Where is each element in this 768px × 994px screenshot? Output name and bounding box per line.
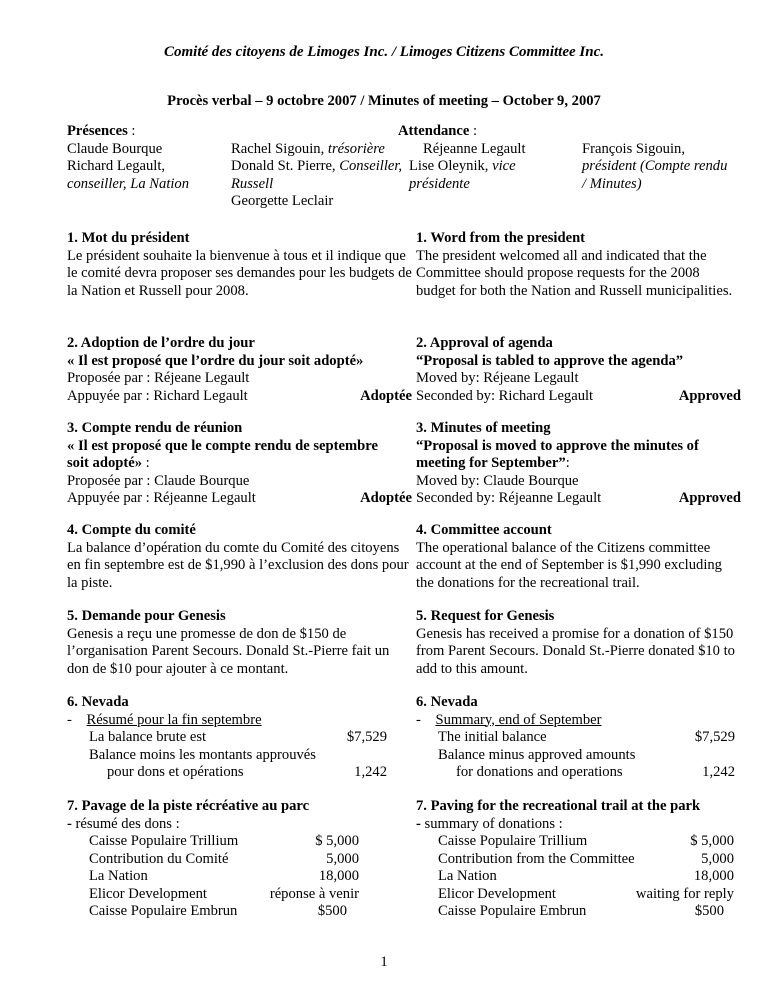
- motion-result: Adoptée: [360, 387, 412, 404]
- moved-by: Moved by: Claude Bourque: [416, 472, 579, 489]
- subsection-title: Résumé pour la fin septembre: [86, 711, 262, 728]
- donor-amount: 18,000: [318, 868, 359, 884]
- donor-name: Contribution from the Committee: [438, 850, 635, 867]
- attendance-heading: Attendance :: [398, 123, 478, 139]
- section-title: 3. Compte rendu de réunion: [67, 420, 243, 436]
- section-5-fr: [67, 608, 412, 678]
- section-title: 3. Minutes of meeting: [416, 420, 551, 436]
- section-title: 1. Word from the president: [416, 230, 586, 246]
- seconded-by: Seconded by: Réjeanne Legault: [416, 490, 602, 506]
- donor-name: Elicor Development: [89, 885, 207, 902]
- donor-amount: $ 5,000: [315, 833, 359, 849]
- section-7-fr: [67, 798, 412, 921]
- attendee-role: vice: [492, 158, 516, 174]
- motion-text: « Il est proposé que le compte rendu de septembre: [67, 437, 378, 454]
- attendee: François Sigouin,: [582, 140, 685, 157]
- attendance-col4: [582, 141, 727, 194]
- attendee-role: trésorière: [327, 140, 385, 157]
- presences-block: Présences : Claude Bourque Richard Legault, conseiller, La Nation: [67, 123, 190, 192]
- motion-result: Adoptée: [360, 490, 412, 506]
- section-3-fr: [67, 420, 412, 508]
- donor-amount: waiting for reply: [635, 885, 734, 902]
- attendance-col3: [409, 141, 526, 194]
- seconded-by: Appuyée par : Richard Legault: [67, 387, 248, 404]
- attendee: Rachel Sigouin,: [231, 140, 328, 157]
- attendee-role: / Minutes): [582, 175, 642, 192]
- balance-label: La balance brute est: [89, 729, 207, 745]
- section-body: Genesis a reçu une promesse de don de $150 de l’organisation Parent Secours. Donald St.-Pierre fait un don de $10 pour ajouter à ce montant.: [67, 625, 390, 677]
- section-body: Le président souhaite la bienvenue à tous et il indique que le comité devra proposer ses demandes pour les budgets de la Nation et Russell pour 2008.: [67, 247, 412, 299]
- donor-name: La Nation: [438, 868, 497, 884]
- donor-name: Elicor Development: [438, 885, 556, 902]
- donor-amount: 5,000: [701, 850, 734, 867]
- section-body: The president welcomed all and indicated that the Committee should propose requests for the 2008 budget for both the Nation and Russell municipalities.: [416, 247, 733, 299]
- donor-amount: $ 5,000: [690, 833, 734, 849]
- attendee: Richard Legault,: [67, 158, 166, 174]
- attendee: Lise Oleynik,: [409, 158, 493, 174]
- dash: -: [67, 815, 76, 832]
- donor-amount: 18,000: [693, 868, 734, 884]
- moved-by: Proposée par : Réjeane Legault: [67, 370, 250, 386]
- donor-name: Caisse Populaire Embrun: [438, 903, 587, 919]
- balance-label: Balance minus approved amounts: [438, 746, 636, 763]
- donor-name: Caisse Populaire Trillium: [438, 833, 588, 849]
- section-title: 5. Request for Genesis: [416, 608, 555, 624]
- seconded-by: Seconded by: Richard Legault: [416, 387, 594, 404]
- balance-value: 1,242: [702, 764, 735, 780]
- section-1-fr: [67, 230, 412, 300]
- subsection-title: résumé des dons :: [75, 815, 180, 832]
- section-title: 6. Nevada: [67, 694, 129, 710]
- subsection-title: summary of donations :: [424, 815, 563, 832]
- section-title: 7. Pavage de la piste récréative au parc: [67, 798, 310, 814]
- section-body: Genesis has received a promise for a donation of $150 from Parent Secours. Donald St.-Pierre donated $10 to add to this amount.: [416, 625, 735, 677]
- donor-name: Caisse Populaire Trillium: [89, 833, 239, 849]
- donor-name: Caisse Populaire Embrun: [89, 903, 238, 919]
- attendee-role: président (Compte rendu: [582, 158, 728, 174]
- moved-by: Moved by: Réjeane Legault: [416, 370, 579, 386]
- motion-result: Approved: [678, 490, 741, 506]
- seconded-by: Appuyée par : Réjeanne Legault: [67, 490, 256, 506]
- section-3-en: [416, 420, 741, 508]
- motion-text: “Proposal is tabled to approve the agenda”: [416, 352, 684, 369]
- section-2-en: [416, 335, 741, 405]
- section-body: La balance d’opération du comte du Comité des citoyens en fin septembre est de $1,990 à l’exclusion des dons pour la piste.: [67, 539, 409, 591]
- motion-text: “Proposal is moved to approve the minutes of: [416, 437, 699, 454]
- attendee: Réjeanne Legault: [423, 140, 526, 157]
- section-5-en: [416, 608, 741, 678]
- section-title: 2. Adoption de l’ordre du jour: [67, 335, 255, 351]
- document-title: Comité des citoyens de Limoges Inc. / Limoges Citizens Committee Inc.: [164, 44, 604, 60]
- motion-text: « Il est proposé que l’ordre du jour soit adopté»: [67, 352, 364, 369]
- dash: -: [416, 815, 425, 832]
- section-title: 5. Demande pour Genesis: [67, 608, 226, 624]
- presences-label: Présences: [67, 123, 128, 139]
- motion-punct: :: [142, 455, 150, 471]
- motion-result: Approved: [678, 387, 741, 404]
- balance-label: The initial balance: [438, 729, 547, 745]
- attendee-role: Conseiller,: [339, 158, 403, 174]
- attendee-role: Russell: [231, 175, 274, 192]
- subsection-title: Summary, end of September: [435, 711, 602, 728]
- donor-amount: réponse à venir: [269, 885, 359, 902]
- attendance-label: Attendance: [398, 123, 470, 139]
- balance-label: Balance moins les montants approuvés: [89, 746, 316, 763]
- attendance-col2: [231, 141, 402, 211]
- section-title: 2. Approval of agenda: [416, 335, 553, 351]
- section-4-fr: [67, 522, 412, 592]
- motion-text: soit adopté»: [67, 455, 142, 471]
- document-subtitle: Procès verbal – 9 octobre 2007 / Minutes of meeting – October 9, 2007: [167, 93, 601, 109]
- section-6-fr: 6. Nevada - Résumé pour la fin septembre La balance brute est $7,529 Balance moins les montants approuvés pour dons et opérations 1,242: [67, 694, 387, 780]
- section-title: 6. Nevada: [416, 694, 478, 710]
- attendee: Donald St. Pierre,: [231, 158, 340, 174]
- motion-text: meeting for September”: [416, 455, 566, 471]
- balance-label: pour dons et opérations: [107, 764, 244, 780]
- section-4-en: [416, 522, 741, 592]
- section-2-fr: [67, 335, 412, 405]
- section-title: 4. Committee account: [416, 522, 552, 538]
- motion-punct: :: [565, 455, 570, 471]
- page-number: 1: [380, 954, 388, 970]
- donor-amount: $500: [317, 903, 347, 919]
- donor-name: La Nation: [89, 868, 148, 884]
- moved-by: Proposée par : Claude Bourque: [67, 472, 250, 489]
- donor-amount: $500: [694, 903, 724, 919]
- attendee-role: conseiller, La Nation: [67, 175, 190, 192]
- section-body: The operational balance of the Citizens committee account at the end of September is $1,990 excluding the donations for the recreational trail.: [416, 539, 722, 591]
- section-title: 1. Mot du président: [67, 230, 190, 246]
- balance-value: $7,529: [346, 729, 387, 745]
- balance-value: $7,529: [694, 729, 735, 745]
- attendee-role: présidente: [409, 175, 470, 192]
- section-title: 7. Paving for the recreational trail at the park: [416, 798, 701, 814]
- attendee: Claude Bourque: [67, 140, 163, 157]
- balance-value: 1,242: [354, 764, 387, 780]
- donor-amount: 5,000: [326, 850, 359, 867]
- section-7-en: [416, 798, 746, 921]
- donor-name: Contribution du Comité: [89, 850, 229, 867]
- section-title: 4. Compte du comité: [67, 522, 196, 538]
- attendee: Georgette Leclair: [231, 193, 334, 209]
- section-6-en: 6. Nevada - Summary, end of September The initial balance $7,529 Balance minus approved amounts for donations and operations 1,242: [416, 694, 735, 780]
- balance-label: for donations and operations: [456, 764, 623, 780]
- section-1-en: [416, 230, 741, 300]
